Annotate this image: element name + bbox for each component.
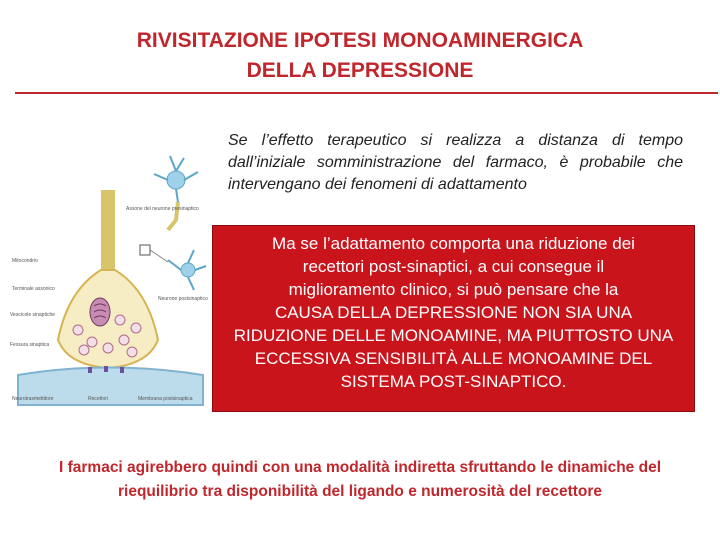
label-receptor: Recettori	[88, 396, 109, 402]
title-divider	[15, 92, 718, 94]
highlight-line: recettori post-sinaptici, a cui consegue il	[302, 257, 605, 276]
highlight-line: Ma se l’adattamento comporta una riduzione dei	[272, 234, 635, 253]
conclusion-line-1: I farmaci agirebbero quindi con una modalità indiretta sfruttando le dinamiche del	[58, 459, 661, 476]
highlight-box	[212, 225, 695, 412]
label-vesicles: Vescicole sinaptiche	[10, 312, 56, 318]
conclusion-text	[0, 456, 720, 504]
presynaptic-neuron-icon	[154, 156, 198, 230]
mitochondrion-shape	[90, 298, 110, 326]
postsynaptic-neuron-icon	[168, 250, 206, 290]
highlight-line: SISTEMA POST-SINAPTICO.	[340, 372, 567, 391]
title-line-2: DELLA DEPRESSIONE	[246, 59, 474, 82]
label-neurotransmitter: Neurotrasmettitore	[12, 396, 54, 402]
title-line-1: RIVISITAZIONE IPOTESI MONOAMINERGICA	[136, 29, 584, 52]
label-axon: Assone del neurone presinaptico	[126, 206, 199, 212]
label-cleft: Fessura sinaptica	[10, 342, 50, 348]
highlight-line: miglioramento clinico, si può pensare che la	[288, 280, 619, 299]
label-axon-terminal: Terminale assonico	[12, 286, 55, 292]
label-mitochondrion: Mitocondrio	[12, 258, 38, 264]
highlight-line: CAUSA DELLA DEPRESSIONE NON SIA UNA	[274, 303, 633, 322]
page-title	[0, 26, 720, 86]
highlight-line: RIDUZIONE DELLE MONOAMINE, MA PIUTTOSTO UNA	[233, 326, 674, 345]
label-membrane: Membrana postsinaptica	[138, 396, 193, 402]
intro-paragraph: Se l’effetto terapeutico si realizza a distanza di tempo dall’iniziale somministrazione del farmaco, è probabile che intervengano dei fenomeni di adattamento	[228, 132, 683, 193]
highlight-line: ECCESSIVA SENSIBILITÀ ALLE MONOAMINE DEL	[254, 349, 653, 368]
label-post-neuron: Neurone postsinaptico	[158, 296, 208, 302]
conclusion-line-2: riequilibrio tra disponibilità del ligando e numerosità del recettore	[117, 483, 603, 500]
synapse-diagram	[8, 150, 208, 410]
